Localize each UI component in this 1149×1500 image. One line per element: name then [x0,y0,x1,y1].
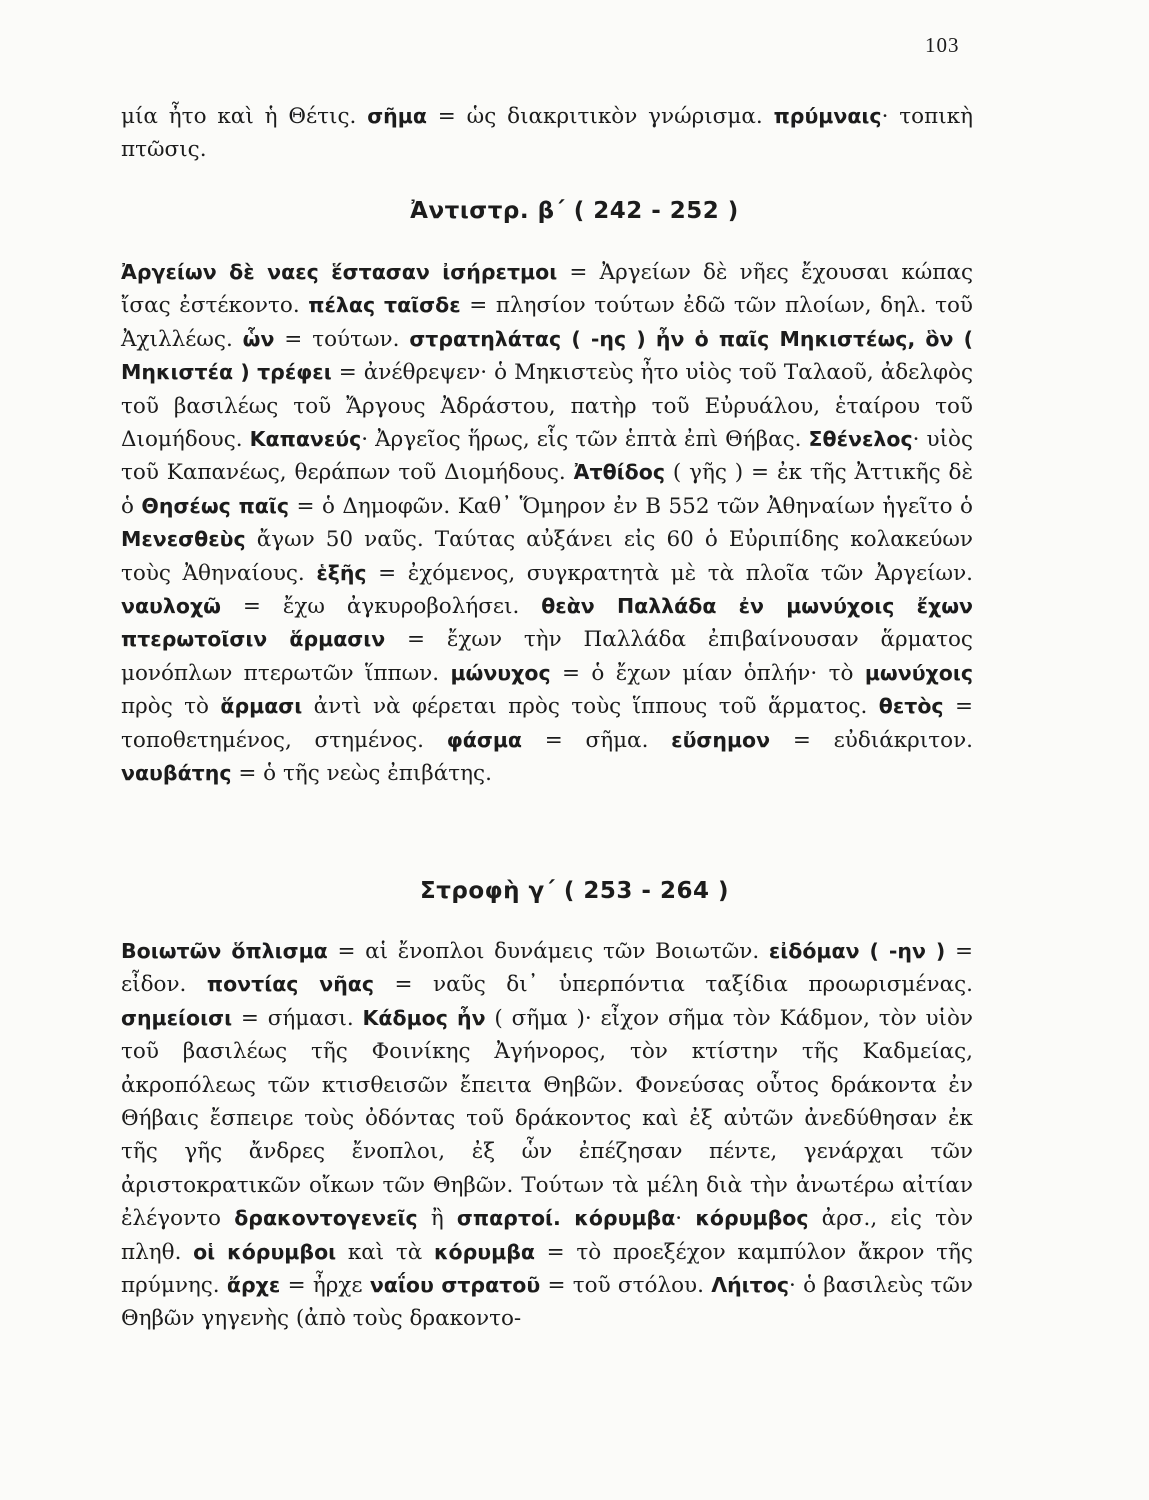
text-segment: = τὸ προεξέχον καμπύλον ἄκρον τῆς πρύμνης. [121,1239,973,1299]
text-segment: ἢ [417,1206,457,1232]
term-bold: ἑξῆς [316,560,367,585]
term-bold: σημείοισι [121,1005,233,1030]
term-bold: Βοιωτῶν ὅπλισμα [121,939,328,963]
term-bold: Λήιτος [711,1273,789,1298]
term-bold: Καπανεύς [249,427,362,452]
text-segment: = εἶδον. [121,939,973,998]
antistrophe-commentary [121,256,973,791]
text-segment: · [675,1206,696,1232]
term-bold: δρακοντογενεῖς [234,1206,418,1231]
term-bold: Μενεσθεὺς [121,527,246,552]
term-bold: πρύμναις [773,104,882,128]
text-segment: = τοποθετημένος, στημένος. [121,694,973,753]
text-segment: = ὡς διακριτικὸν γνώρισμα. [426,104,774,129]
text-segment: = σῆμα. [522,727,672,753]
text-segment: = ἀνέθρεψεν· ὁ Μηκιστεὺς ἦτο υἱὸς τοῦ Ταλαοῦ, ἀδελφὸς τοῦ βασιλέως τοῦ Ἄργους Ἀδράστου, πατὴρ τοῦ Εὐρυάλου, ἑταίρου τοῦ Διομήδους. [121,360,973,453]
text-segment: = Ἀργείων δὲ νῆες ἔχουσαι κώπας ἴσας ἐστέκοντο. [121,260,973,319]
term-bold: Σθένελος [808,427,913,452]
text-segment: = εὐδιάκριτον. [770,727,973,753]
term-bold: ἄρχε [226,1273,281,1298]
text-segment: = ὁ ἔχων μίαν ὁπλήν· τὸ [550,660,865,686]
text-segment: = πλησίον τούτων ἐδῶ τῶν πλοίων, δηλ. τοῦ Ἀχιλλέως. [121,293,973,352]
term-bold: Ἀργείων δὲ ναες ἕστασαν ἰσήρετμοι [121,260,558,284]
term-bold: ὧν [242,326,275,351]
text-segment: = τοῦ στόλου. [540,1273,712,1299]
term-bold: ναυβάτης [121,761,232,786]
text-segment: · υἱὸς τοῦ Καπανέως, θεράπων τοῦ Διομήδους. [121,427,973,486]
strophe-commentary [121,935,973,1336]
text-segment: = ὁ τῆς νεὼς ἐπιβάτης. [231,761,492,787]
text-segment: = ἐχόμενος, συγκρατητὰ μὲ τὰ πλοῖα τῶν Ἀργείων. [366,560,973,586]
term-bold: μωνύχοις [864,660,973,685]
text-segment: · τοπικὴ πτῶσις. [121,104,973,163]
term-bold: ποντίας νῆας [206,972,375,997]
text-segment: καὶ τὰ [336,1239,434,1265]
term-bold: σπαρτοί. κόρυμβα [456,1206,676,1231]
term-bold: ἅρμασι [220,694,303,719]
term-bold: κόρυμβα [433,1239,535,1264]
term-bold: εὔσημον [671,727,771,752]
term-bold: θετὸς [878,694,944,719]
strophe-heading: Στροφὴ γ΄ ( 253 - 264 ) [420,878,729,904]
text-segment: · ὁ βασιλεὺς τῶν Θηβῶν γηγενὴς (ἀπὸ τοὺς δρακοντο- [121,1273,973,1332]
term-bold: σῆμα [367,104,427,128]
term-bold: κόρυμβος [695,1206,809,1231]
text-segment: ( σῆμα )· εἶχον σῆμα τὸν Κάδμον, τὸν υἱὸν τοῦ βασιλέως τῆς Φοινίκης Ἀγήνορος, τὸν κτίστην τῆς Καδμείας, ἀκροπόλεως τῶν κτισθεισῶν ἔπειτα Θηβῶν. Φονεύσας οὗτος δράκοντα ἐν Θήβαις ἔσπειρε τοὺς ὀδόντας τοῦ δράκοντος καὶ ἐξ αὐτῶν ἀνεδύθησαν ἐκ τῆς γῆς ἄνδρες ἔνοπλοι, ἐξ ὧν ἐπέζησαν πέντε, γενάρχαι τῶν ἀριστοκρατικῶν οἴκων τῶν Θηβῶν. Τούτων τὰ μέλη διὰ τὴν ἀνωτέρω αἰτίαν ἐλέγοντο [121,1005,973,1232]
text-segment: · Ἀργεῖος ἥρως, εἷς τῶν ἑπτὰ ἐπὶ Θήβας. [361,427,809,453]
text-segment: ἄγων 50 ναῦς. Ταύτας αὐξάνει εἰς 60 ὁ Εὐριπίδης κολακεύων τοὺς Ἀθηναίους. [121,527,973,586]
text-segment: ( γῆς ) = ἐκ τῆς Ἀττικῆς δὲ ὁ [121,460,973,519]
term-bold: πέλας ταῖσδε [308,293,461,318]
text-segment: = τούτων. [274,326,410,352]
term-bold: οἱ κόρυμβοι [193,1239,337,1264]
text-segment: ἀντὶ νὰ φέρεται πρὸς τοὺς ἵππους τοῦ ἅρματος. [302,694,879,720]
page-number: 103 [925,33,960,57]
text-segment: ἀρσ., εἰς τὸν πληθ. [121,1206,974,1265]
text-segment: = ὁ Δημοφῶν. Καθ᾽ Ὅμηρον ἐν Β 552 τῶν Ἀθηναίων ἡγεῖτο ὁ [289,493,973,519]
term-bold: θεὰν Παλλάδα ἐν μωνύχοις ἔχων πτερωτοῖσιν ἅρμασιν [121,594,973,652]
term-bold: Θησέως παῖς [141,493,290,518]
term-bold: Ἀτθίδος [573,460,665,485]
text-segment: μία ἦτο καὶ ἡ Θέτις. [121,104,368,129]
term-bold: φάσμα [446,727,522,752]
text-segment: = σήμασι. [232,1005,363,1031]
text-segment: πρὸς τὸ [121,694,221,720]
text-segment: = ἔχων τὴν Παλλάδα ἐπιβαίνουσαν ἅρματος μονόπλων πτερωτῶν ἵππων. [121,627,973,686]
text-segment: = ἔχω ἀγκυροβολήσει. [221,594,542,620]
text-segment: = αἱ ἔνοπλοι δυνάμεις τῶν Βοιωτῶν. [327,939,769,964]
intro-paragraph [121,100,973,167]
term-bold: εἰδόμαν ( -ην ) [768,939,946,963]
text-segment: = ἦρχε [280,1273,370,1299]
antistrophe-heading: Ἀντιστρ. β΄ ( 242 - 252 ) [410,198,739,224]
term-bold: μώνυχος [450,660,551,685]
term-bold: ναυλοχῶ [121,594,221,619]
term-bold: Κάδμος ἦν [362,1005,486,1030]
term-bold: στρατηλάτας ( -ης ) ἦν ὁ παῖς Μηκιστέως, ὃν ( Μηκιστέα ) τρέφει [121,326,973,385]
text-segment: = ναῦς δι᾽ ὑπερπόντια ταξίδια προωρισμένας. [374,972,973,998]
term-bold: ναΐου στρατοῦ [369,1273,541,1298]
